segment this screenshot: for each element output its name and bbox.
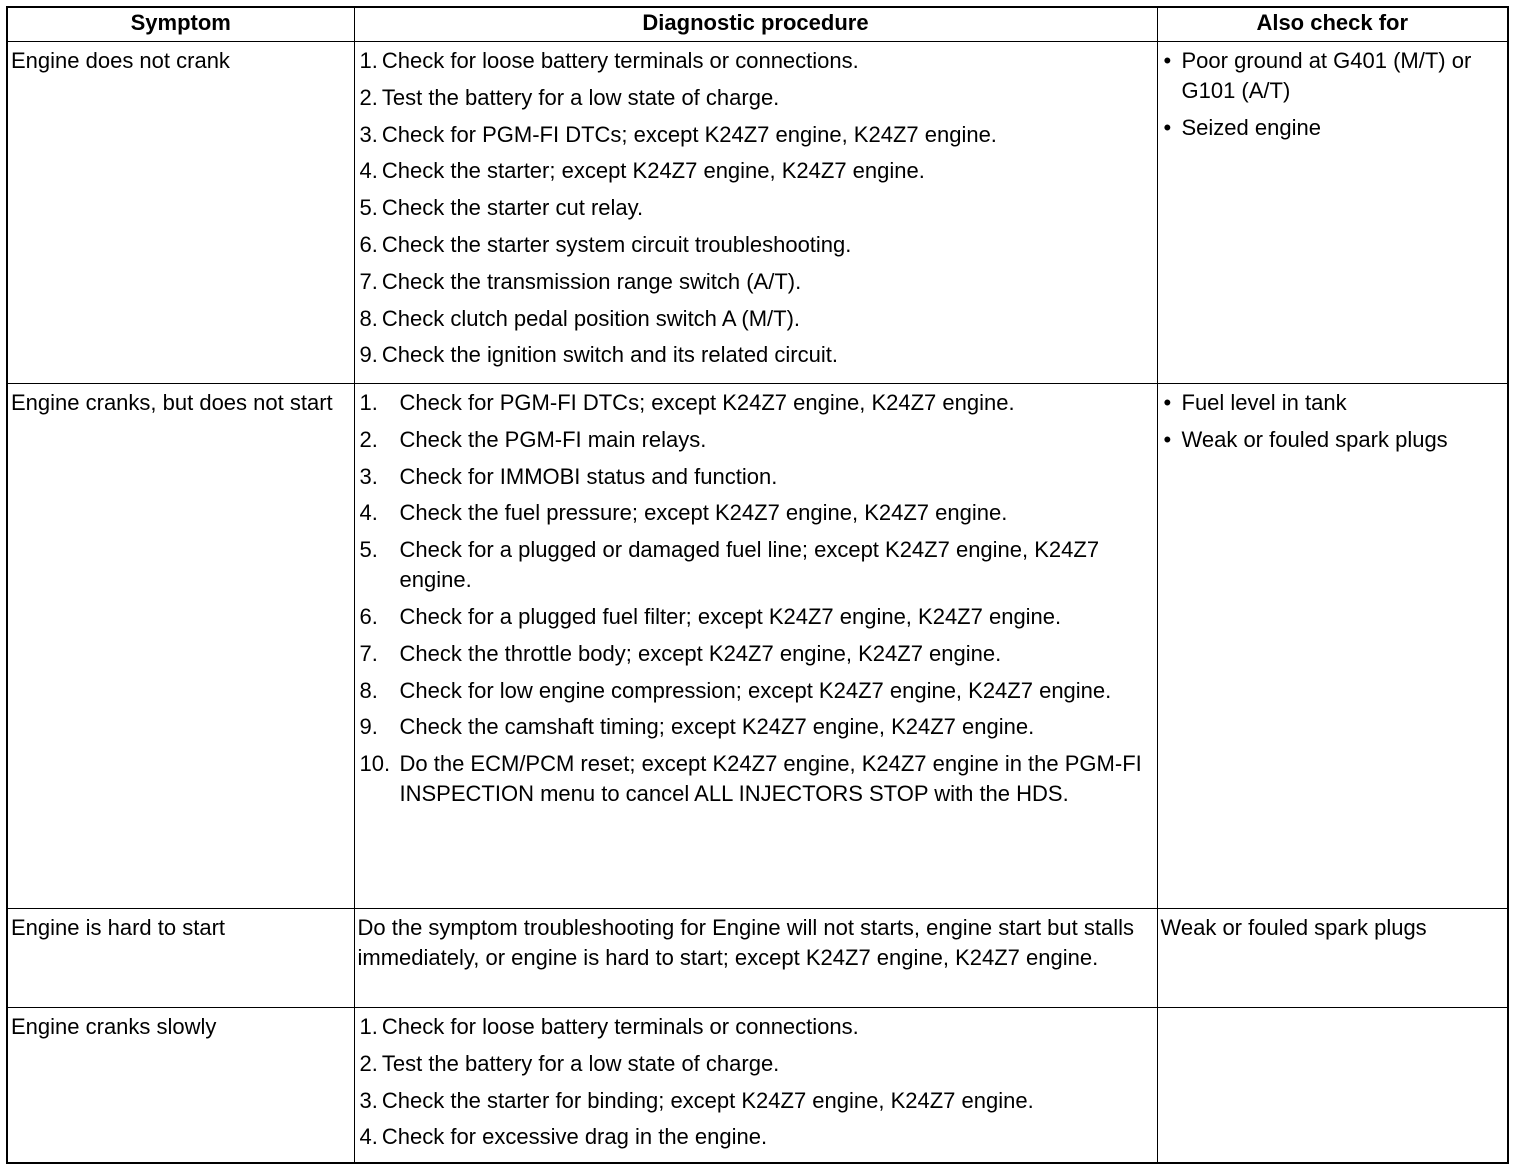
procedure-step bbox=[360, 120, 1153, 150]
step-text: Test the battery for a low state of charge. bbox=[381, 84, 780, 110]
procedure-steps bbox=[360, 1012, 1153, 1152]
procedure-step bbox=[360, 425, 1153, 455]
step-number: 8. bbox=[359, 305, 378, 331]
procedure-cell bbox=[354, 1008, 1157, 1164]
step-text: Check the starter for binding; except K24Z7 engine, K24Z7 engine. bbox=[381, 1087, 1034, 1113]
step-number: 5. bbox=[359, 195, 378, 221]
step-number: 6. bbox=[359, 603, 378, 629]
also-check-list bbox=[1164, 46, 1504, 143]
step-text: Check for excessive drag in the engine. bbox=[381, 1124, 768, 1150]
step-number: 3. bbox=[359, 463, 378, 489]
also-check-item bbox=[1164, 388, 1504, 418]
table-row bbox=[7, 1008, 1508, 1164]
procedure-step bbox=[360, 1049, 1153, 1079]
step-number: 8. bbox=[359, 677, 378, 703]
step-number: 7. bbox=[359, 640, 378, 666]
procedure-step bbox=[360, 712, 1153, 742]
header-also-check: Also check for bbox=[1157, 7, 1508, 42]
step-number: 3. bbox=[359, 1087, 378, 1113]
step-text: Check for PGM-FI DTCs; except K24Z7 engine, K24Z7 engine. bbox=[399, 390, 1015, 415]
procedure-step bbox=[360, 602, 1153, 632]
procedure-step bbox=[360, 304, 1153, 334]
step-text: Check the throttle body; except K24Z7 engine, K24Z7 engine. bbox=[399, 640, 1002, 666]
procedure-step bbox=[360, 749, 1153, 809]
step-text: Check for IMMOBI status and function. bbox=[399, 463, 778, 489]
step-text: Check for low engine compression; except K24Z7 engine, K24Z7 engine. bbox=[399, 677, 1112, 703]
procedure-steps bbox=[360, 388, 1153, 809]
table-row bbox=[7, 42, 1508, 384]
also-check-text: Weak or fouled spark plugs bbox=[1181, 426, 1448, 452]
step-number: 9. bbox=[359, 714, 378, 740]
step-number: 9. bbox=[359, 342, 378, 368]
procedure-step bbox=[360, 230, 1153, 260]
header-symptom: Symptom bbox=[7, 7, 354, 42]
step-number: 2. bbox=[359, 1050, 378, 1076]
symptom-cell: Engine is hard to start bbox=[7, 909, 354, 1008]
procedure-cell: Do the symptom troubleshooting for Engine will not starts, engine start but stalls immediately, or engine is hard to start; except K24Z7 engine, K24Z7 engine. bbox=[354, 909, 1157, 1008]
procedure-step bbox=[360, 388, 1153, 418]
step-number: 5. bbox=[359, 537, 378, 563]
step-text: Test the battery for a low state of charge. bbox=[381, 1050, 780, 1076]
header-row bbox=[7, 7, 1508, 42]
header-procedure: Diagnostic procedure bbox=[354, 7, 1157, 42]
step-text: Check for a plugged fuel filter; except K24Z7 engine, K24Z7 engine. bbox=[399, 603, 1062, 629]
also-check-cell bbox=[1157, 1008, 1508, 1164]
procedure-step bbox=[360, 1086, 1153, 1116]
step-number: 3. bbox=[359, 121, 378, 147]
step-text: Check the ignition switch and its related circuit. bbox=[381, 342, 838, 368]
procedure-step bbox=[360, 267, 1153, 297]
also-check-item bbox=[1164, 46, 1504, 106]
bullet-icon: • bbox=[1163, 390, 1172, 415]
step-number: 4. bbox=[359, 500, 378, 526]
step-number: 7. bbox=[359, 268, 378, 294]
step-text: Check the starter cut relay. bbox=[381, 195, 644, 221]
procedure-cell bbox=[354, 384, 1157, 909]
step-number: 2. bbox=[359, 426, 378, 452]
procedure-step bbox=[360, 676, 1153, 706]
step-text: Check for loose battery terminals or connections. bbox=[381, 1014, 859, 1039]
symptom-cell: Engine cranks, but does not start bbox=[7, 384, 354, 909]
procedure-step bbox=[360, 498, 1153, 528]
step-text: Check the PGM-FI main relays. bbox=[399, 426, 707, 452]
step-number: 1. bbox=[359, 390, 378, 415]
step-number: 1. bbox=[359, 48, 378, 73]
symptom-cell: Engine cranks slowly bbox=[7, 1008, 354, 1164]
bullet-icon: • bbox=[1163, 426, 1172, 452]
procedure-step bbox=[360, 83, 1153, 113]
also-check-item bbox=[1164, 425, 1504, 455]
also-check-text: Fuel level in tank bbox=[1181, 390, 1347, 415]
also-check-item bbox=[1164, 113, 1504, 143]
procedure-step bbox=[360, 193, 1153, 223]
also-check-text: Poor ground at G401 (M/T) or G101 (A/T) bbox=[1181, 48, 1472, 103]
table-row bbox=[7, 384, 1508, 909]
step-text: Check the camshaft timing; except K24Z7 engine, K24Z7 engine. bbox=[399, 714, 1035, 740]
also-check-cell bbox=[1157, 384, 1508, 909]
procedure-step bbox=[360, 535, 1153, 595]
step-number: 6. bbox=[359, 231, 378, 257]
step-number: 4. bbox=[359, 1124, 378, 1150]
step-text: Check for a plugged or damaged fuel line; except K24Z7 engine, K24Z7 engine. bbox=[399, 537, 1100, 593]
step-text: Check for PGM-FI DTCs; except K24Z7 engine, K24Z7 engine. bbox=[381, 121, 997, 147]
step-number: 2. bbox=[359, 84, 378, 110]
step-text: Do the ECM/PCM reset; except K24Z7 engine, K24Z7 engine in the PGM-FI INSPECTION menu to cancel ALL INJECTORS STOP with the HDS. bbox=[399, 751, 1142, 807]
procedure-step bbox=[360, 156, 1153, 186]
troubleshooting-table bbox=[6, 6, 1509, 1164]
symptom-cell: Engine does not crank bbox=[7, 42, 354, 384]
step-text: Check the starter system circuit troubleshooting. bbox=[381, 231, 852, 257]
procedure-cell bbox=[354, 42, 1157, 384]
step-number: 1. bbox=[359, 1014, 378, 1039]
procedure-step bbox=[360, 1122, 1153, 1152]
procedure-step bbox=[360, 639, 1153, 669]
bullet-icon: • bbox=[1163, 114, 1172, 140]
procedure-step bbox=[360, 46, 1153, 76]
procedure-steps bbox=[360, 46, 1153, 370]
step-number: 4. bbox=[359, 158, 378, 184]
step-text: Check the transmission range switch (A/T). bbox=[381, 268, 802, 294]
step-text: Check the starter; except K24Z7 engine, K24Z7 engine. bbox=[381, 158, 925, 184]
bullet-icon: • bbox=[1163, 48, 1172, 73]
step-text: Check for loose battery terminals or connections. bbox=[381, 48, 859, 73]
procedure-step bbox=[360, 462, 1153, 492]
also-check-cell: Weak or fouled spark plugs bbox=[1157, 909, 1508, 1008]
step-text: Check clutch pedal position switch A (M/T). bbox=[381, 305, 801, 331]
table-row bbox=[7, 909, 1508, 1008]
also-check-cell bbox=[1157, 42, 1508, 384]
procedure-step bbox=[360, 1012, 1153, 1042]
also-check-text: Seized engine bbox=[1181, 114, 1321, 140]
step-text: Check the fuel pressure; except K24Z7 engine, K24Z7 engine. bbox=[399, 500, 1008, 526]
also-check-list bbox=[1164, 388, 1504, 455]
procedure-step bbox=[360, 340, 1153, 370]
step-number: 10. bbox=[359, 751, 391, 777]
